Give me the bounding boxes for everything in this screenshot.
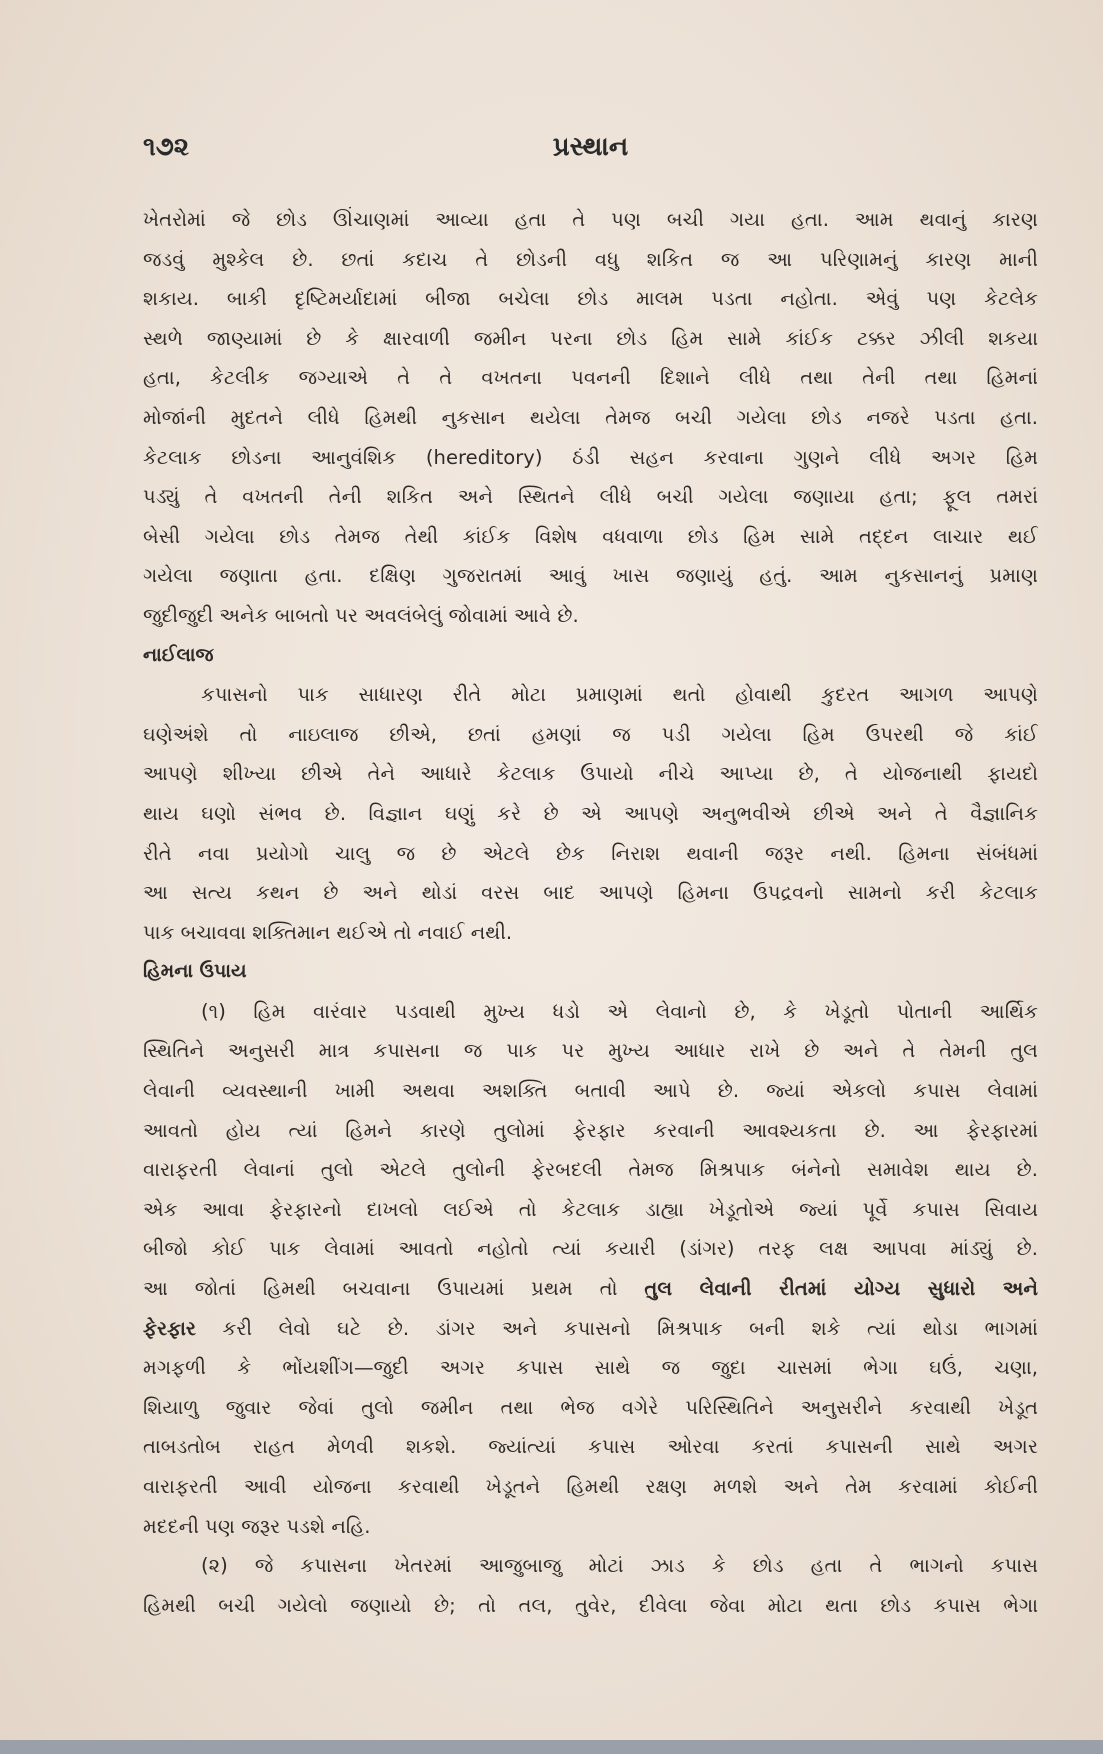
- text-line: પાક બચાવવા શક્તિમાન થઈએ તો નવાઈ નથી.: [143, 920, 513, 944]
- text-line: આવતો હોય ત્યાં હિમને કારણે તુલોમાં ફેરફાર કરવાની આવશ્યકતા છે. આ ફેરફારમાં: [143, 1118, 1038, 1142]
- text-line: મદદની પણ જરૂર પડશે નહિ.: [143, 1514, 371, 1538]
- emphasized-text: ફેરફાર: [143, 1316, 197, 1340]
- text-line: શિયાળુ જુવાર જેવાં તુલો જમીન તથા ભેજ વગેરે પરિસ્થિતિને અનુસરીને કરવાથી ખેડૂત: [143, 1395, 1038, 1419]
- text-line: (૧) હિમ વારંવાર પડવાથી મુખ્ય ધડો એ લેવાનો છે, કે ખેડૂતો પોતાની આર્થિક: [201, 999, 1038, 1023]
- emphasized-text: તુલ લેવાની રીતમાં યોગ્ય સુધારો અને: [644, 1277, 1038, 1301]
- text-line: બીજો કોઈ પાક લેવામાં આવતો નહોતો ત્યાં કયારી (ડાંગર) તરફ લક્ષ આપવા માંડ્યું છે.: [143, 1237, 1038, 1261]
- text-line: એક આવા ફેરફારનો દાખલો લઈએ તો કેટલાક ડાહ્યા ખેડૂતોએ જ્યાં પૂર્વે કપાસ સિવાય: [143, 1197, 1038, 1221]
- text-line: તાબડતોબ રાહત મેળવી શકશે. જ્યાંત્યાં કપાસ ઓરવા કરતાં કપાસની સાથે અગર: [143, 1435, 1038, 1459]
- section-heading-nailaj: નાઈલાજ: [143, 643, 214, 666]
- scan-edge: [0, 1740, 1103, 1754]
- page-body: [143, 200, 1038, 1625]
- inline-text: કરી લેવો ઘટે છે. ડાંગર અને કપાસનો મિશ્રપાક બની શકે ત્યાં થોડા ભાગમાં: [196, 1316, 1038, 1340]
- text-line: સ્થળે જાણ્યામાં છે કે ક્ષારવાળી જમીન પરના છોડ હિમ સામે કાંઈક ટક્કર ઝીલી શકયા: [143, 326, 1038, 350]
- page-number: ૧૭૨: [143, 132, 190, 162]
- text-line: હિમથી બચી ગયેલો જણાયો છે; તો તલ, તુવેર, દીવેલા જેવા મોટા થતા છોડ કપાસ ભેગા: [143, 1593, 1038, 1617]
- text-line: સ્થિતિને અનુસરી માત્ર કપાસના જ પાક પર મુખ્ય આધાર રાખે છે અને તે તેમની તુલ: [143, 1039, 1038, 1063]
- text-line: રીતે નવા પ્રયોગો ચાલુ જ છે એટલે છેક નિરાશ થવાની જરૂર નથી. હિમના સંબંધમાં: [143, 841, 1038, 865]
- text-line: લેવાની વ્યવસ્થાની ખામી અથવા અશક્તિ બતાવી આપે છે. જ્યાં એકલો કપાસ લેવામાં: [143, 1079, 1038, 1103]
- paragraph-1: [143, 200, 1038, 636]
- text-line: થાય ઘણો સંભવ છે. વિજ્ઞાન ઘણું કરે છે એ આપણે અનુભવીએ છીએ અને તે વૈજ્ઞાનિક: [143, 801, 1038, 825]
- text-line: (૨) જે કપાસના ખેતરમાં આજુબાજુ મોટાં ઝાડ કે છોડ હતા તે ભાગનો કપાસ: [201, 1554, 1038, 1578]
- text-line: શકાય. બાકી દૃષ્ટિમર્યાદામાં બીજા બચેલા છોડ માલમ પડતા નહોતા. એવું પણ કેટલેક: [143, 287, 1038, 311]
- text-line: મગફળી કે ભોંયશીંગ—જુદી અગર કપાસ સાથે જ જુદા ચાસમાં ભેગા ઘઉં, ચણા,: [143, 1356, 1038, 1380]
- section-heading-himna-upay: હિમના ઉપાય: [143, 960, 247, 983]
- text-line: બેસી ગયેલા છોડ તેમજ તેથી કાંઈક વિશેષ વધવાળા છોડ હિમ સામે તદ્દન લાચાર થઈ: [143, 524, 1038, 548]
- page-header: [143, 132, 1038, 172]
- paragraph-4: [143, 1546, 1038, 1625]
- text-line: મોજાંની મુદતને લીધે હિમથી નુકસાન થયેલા તેમજ બચી ગયેલા છોડ નજરે પડતા હતા.: [143, 405, 1038, 429]
- text-line-mixed: [143, 1269, 1038, 1309]
- text-line: ખેતરોમાં જે છોડ ઊંચાણમાં આવ્યા હતા તે પણ બચી ગયા હતા. આમ થવાનું કારણ: [143, 208, 1038, 231]
- text-line: જુદીજુદી અનેક બાબતો પર અવલંબેલું જોવામાં આવે છે.: [143, 603, 579, 627]
- text-line: જડવું મુશ્કેલ છે. છતાં કદાચ તે છોડની વધુ શકિત જ આ પરિણામનું કારણ માની: [143, 247, 1038, 271]
- text-line: કપાસનો પાક સાધારણ રીતે મોટા પ્રમાણમાં થતો હોવાથી કુદરત આગળ આપણે: [201, 683, 1038, 707]
- running-title: પ્રસ્થાન: [552, 132, 629, 162]
- text-line: આ સત્ય કથન છે અને થોડાં વરસ બાદ આપણે હિમના ઉપદ્રવનો સામનો કરી કેટલાક: [143, 881, 1038, 905]
- paragraph-3: [143, 992, 1038, 1546]
- text-line: આપણે શીખ્યા છીએ તેને આધારે કેટલાક ઉપાયો નીચે આપ્યા છે, તે યોજનાથી ફાયદો: [143, 762, 1038, 786]
- text-line: કેટલાક છોડના આનુવંશિક (hereditory) ઠંડી સહન કરવાના ગુણને લીધે અગર હિમ: [143, 445, 1038, 469]
- text-line-mixed: [143, 1309, 1038, 1349]
- text-line: હતા, કેટલીક જગ્યાએ તે તે વખતના પવનની દિશાને લીધે તથા તેની તથા હિમનાં: [143, 366, 1038, 390]
- text-line: ગયેલા જણાતા હતા. દક્ષિણ ગુજરાતમાં આવું ખાસ જણાયું હતું. આમ નુકસાનનું પ્રમાણ: [143, 564, 1038, 588]
- text-line: વારાફરતી લેવાનાં તુલો એટલે તુલોની ફેરબદલી તેમજ મિશ્રપાક બંનેનો સમાવેશ થાય છે.: [143, 1158, 1038, 1182]
- inline-text: આ જોતાં હિમથી બચવાના ઉપાયમાં પ્રથમ તો: [143, 1277, 645, 1301]
- text-line: પડ્યું તે વખતની તેની શકિત અને સ્થિતને લીધે બચી ગયેલા જણાયા હતા; ફૂલ તમરાં: [143, 485, 1038, 509]
- text-line: વારાફરતી આવી યોજના કરવાથી ખેડૂતને હિમથી રક્ષણ મળશે અને તેમ કરવામાં કોઈની: [143, 1475, 1038, 1498]
- text-line: ઘણેઅંશે તો નાઇલાજ છીએ, છતાં હમણાં જ પડી ગયેલા હિમ ઉપરથી જે કાંઈ: [143, 722, 1038, 746]
- paragraph-2: [143, 675, 1038, 952]
